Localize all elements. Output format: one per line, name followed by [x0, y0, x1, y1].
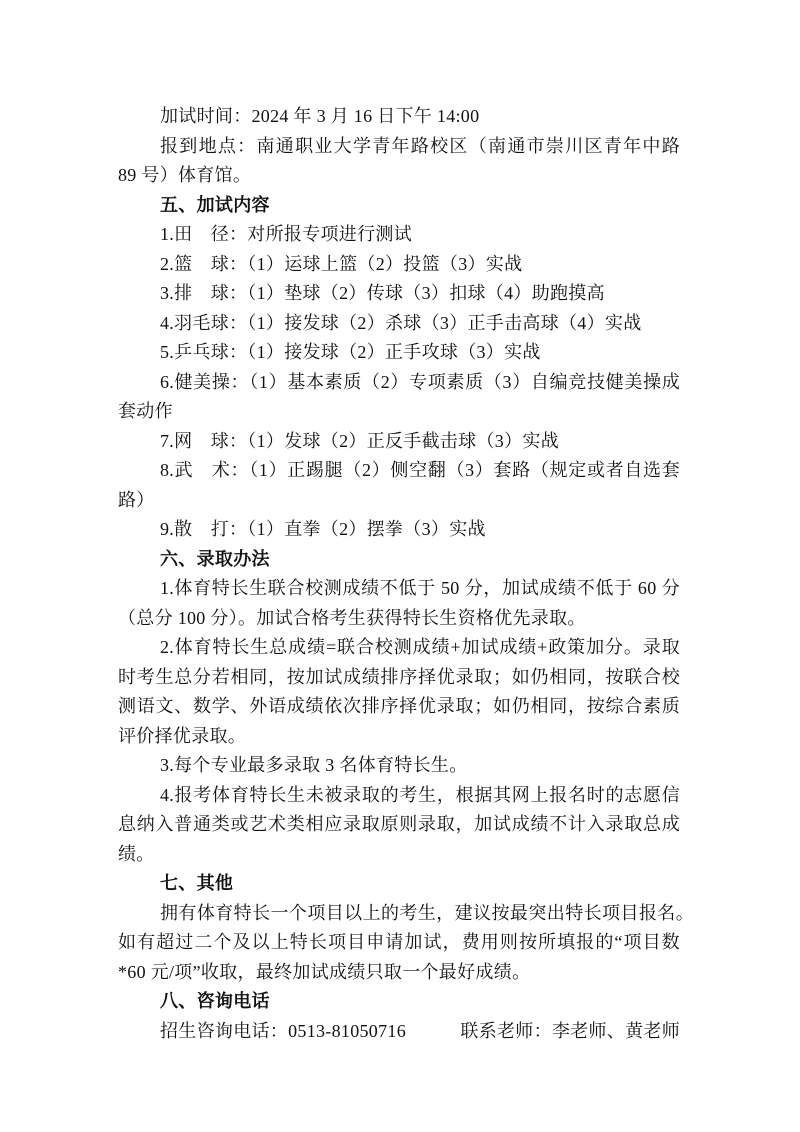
section-heading: 七、其他	[160, 873, 234, 894]
admission-rule-2-cont: 评价择优录取。	[118, 725, 247, 746]
consultation-line	[118, 1017, 680, 1047]
admission-rule-4-cont: 息纳入普通类或艺术类相应录取原则录取，加试成绩不计入录取总成	[118, 814, 680, 834]
test-item-wushu-cont: 路）	[118, 489, 155, 510]
section-consultation	[118, 987, 680, 1046]
admission-rule-1: 1.体育特长生联合校测成绩不低于 50 分，加试成绩不低于 60 分	[160, 578, 680, 598]
test-item-aerobics: 6.健美操：（1）基本素质（2）专项素质（3）自编竞技健美操成	[160, 371, 680, 392]
section-other	[118, 869, 694, 987]
test-item-basketball: 2.篮 球：（1）运球上篮（2）投篮（3）实战	[160, 253, 523, 274]
admission-rule-1-cont: （总分 100 分）。加试合格考生获得特长生资格优先录取。	[118, 607, 586, 628]
section-heading: 八、咨询电话	[160, 991, 270, 1012]
admission-rule-4: 4.报考体育特长生未被录取的考生，根据其网上报名时的志愿信	[160, 784, 680, 805]
test-item-volleyball: 3.排 球：（1）垫球（2）传球（3）扣球（4）助跑摸高	[160, 283, 605, 303]
test-item-badminton: 4.羽毛球：（1）接发球（2）杀球（3）正手击高球（4）实战	[160, 312, 642, 333]
test-item-tennis: 7.网 球：（1）发球（2）正反手截击球（3）实战	[160, 430, 559, 451]
admission-rule-4-cont: 绩。	[118, 843, 155, 864]
other-paragraph-line: *60 元/项”收取，最终加试成绩只取一个最好成绩。	[118, 961, 531, 982]
other-paragraph-line: 如有超过二个及以上特长项目申请加试，费用则按所填报的“项目数	[118, 932, 680, 952]
section-heading: 六、录取办法	[160, 548, 270, 570]
section-heading: 五、加试内容	[160, 194, 270, 216]
consultation-phone: 招生咨询电话：0513-81050716	[160, 1020, 406, 1041]
report-location-line: 89 号）体育馆。	[118, 165, 252, 185]
document-body	[118, 102, 694, 1046]
admission-rule-2: 2.体育特长生总成绩=联合校测成绩+加试成绩+政策加分。录取	[160, 637, 680, 657]
section-admission-method	[118, 545, 680, 870]
exam-time: 加试时间：2024 年 3 月 16 日下午 14:00	[160, 106, 480, 126]
other-paragraph-line: 拥有体育特长一个项目以上的考生，建议按最突出特长项目报名。	[160, 902, 694, 923]
admission-rule-3: 3.每个专业最多录取 3 名体育特长生。	[160, 755, 468, 775]
test-item-aerobics-cont: 套动作	[118, 401, 173, 421]
test-item-table-tennis: 5.乒乓球：（1）接发球（2）正手攻球（3）实战	[160, 342, 541, 362]
test-item-wushu: 8.武 术：（1）正踢腿（2）侧空翻（3）套路（规定或者自选套	[160, 460, 680, 480]
test-item-track-field: 1.田 径：对所报专项进行测试	[160, 224, 412, 244]
report-location-line: 报到地点：南通职业大学青年路校区（南通市崇川区青年中路	[160, 135, 680, 156]
test-item-sanda: 9.散 打：（1）直拳（2）摆拳（3）实战	[160, 519, 486, 539]
exam-info	[118, 102, 680, 191]
consultation-contact: 联系老师：李老师、黄老师	[460, 1020, 680, 1041]
section-test-content	[118, 191, 680, 545]
admission-rule-2-cont: 测语文、数学、外语成绩依次排序择优录取；如仍相同，按综合素质	[118, 696, 680, 716]
admission-rule-2-cont: 时考生总分若相同，按加试成绩排序择优录取；如仍相同，按联合校	[118, 666, 680, 687]
